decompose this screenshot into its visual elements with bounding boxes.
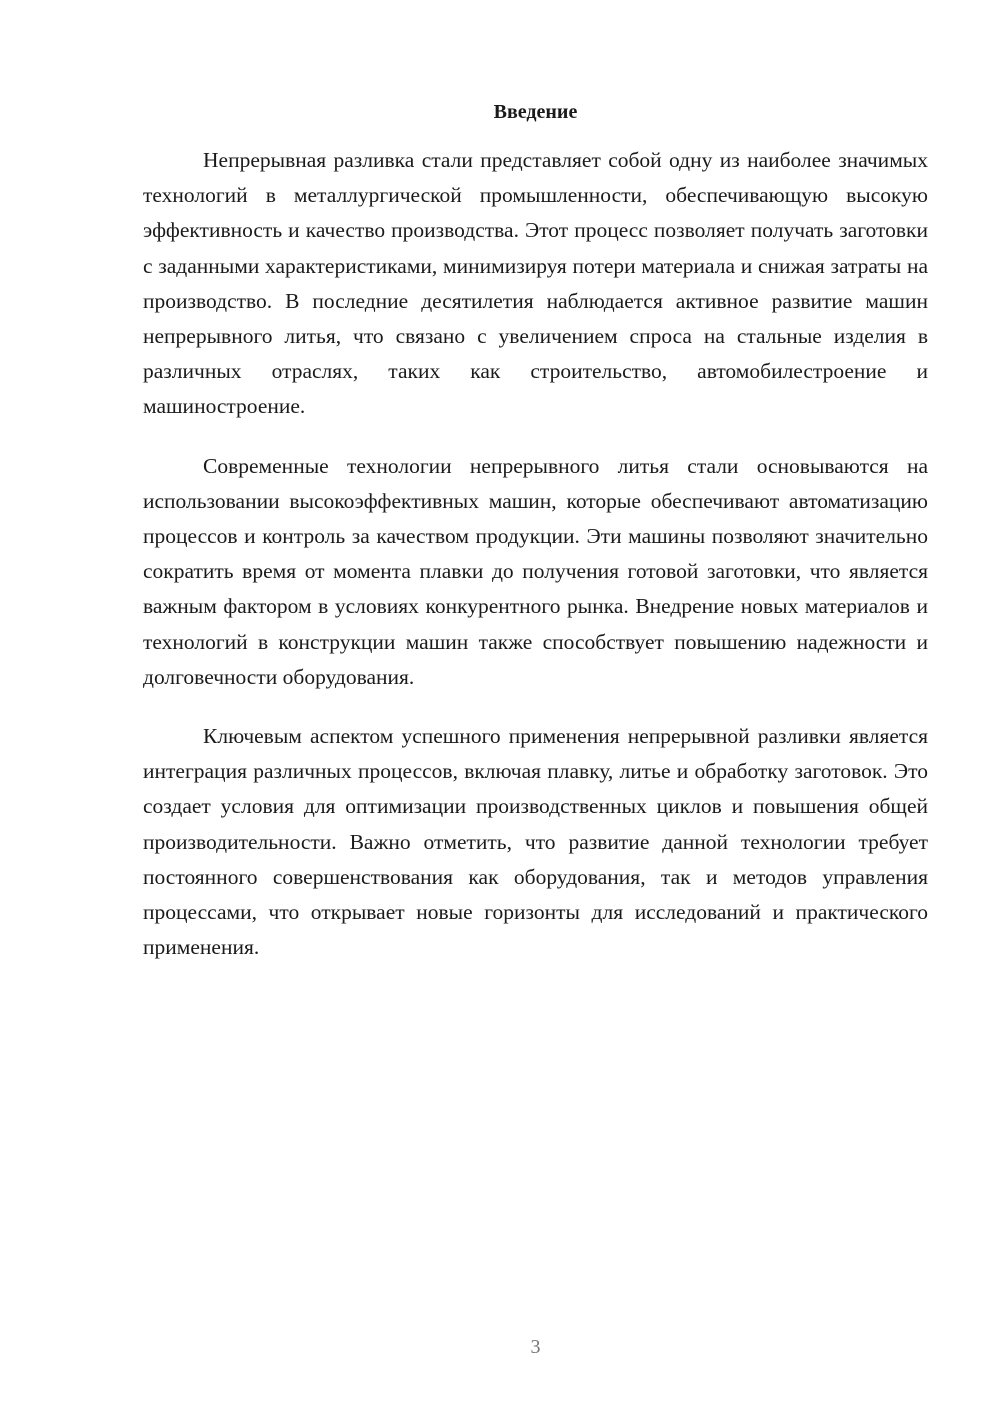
paragraph-1: Непрерывная разливка стали представляет собой одну из наиболее значимых технологий в металлургической промышленности, обеспечивающую высокую эффективность и качество производства. Этот процесс позволяет получать заготовки с заданными характеристиками, минимизируя потери материала и снижая затраты на производство. В последние десятилетия наблюдается активное развитие машин непрерывного литья, что связано с увеличением спроса на стальные изделия в различных отраслях, таких как строительство, автомобилестроение и машиностроение.: [143, 148, 928, 419]
page-number: 3: [530, 1336, 541, 1358]
body-text: [143, 143, 928, 989]
page-title: Введение: [493, 101, 578, 123]
paragraph-3: Ключевым аспектом успешного применения непрерывной разливки является интеграция различных процессов, включая плавку, литье и обработку заготовок. Это создает условия для оптимизации производственных циклов и повышения общей производительности. Важно отметить, что развитие данной технологии требует постоянного совершенствования как оборудования, так и методов управления процессами, что открывает новые горизонты для исследований и практического применения.: [143, 724, 928, 960]
paragraph-2: Современные технологии непрерывного литья стали основываются на использовании высокоэффективных машин, которые обеспечивают автоматизацию процессов и контроль за качеством продукции. Эти машины позволяют значительно сократить время от момента плавки до получения готовой заготовки, что является важным фактором в условиях конкурентного рынка. Внедрение новых материалов и технологий в конструкции машин также способствует повышению надежности и долговечности оборудования.: [143, 453, 928, 689]
